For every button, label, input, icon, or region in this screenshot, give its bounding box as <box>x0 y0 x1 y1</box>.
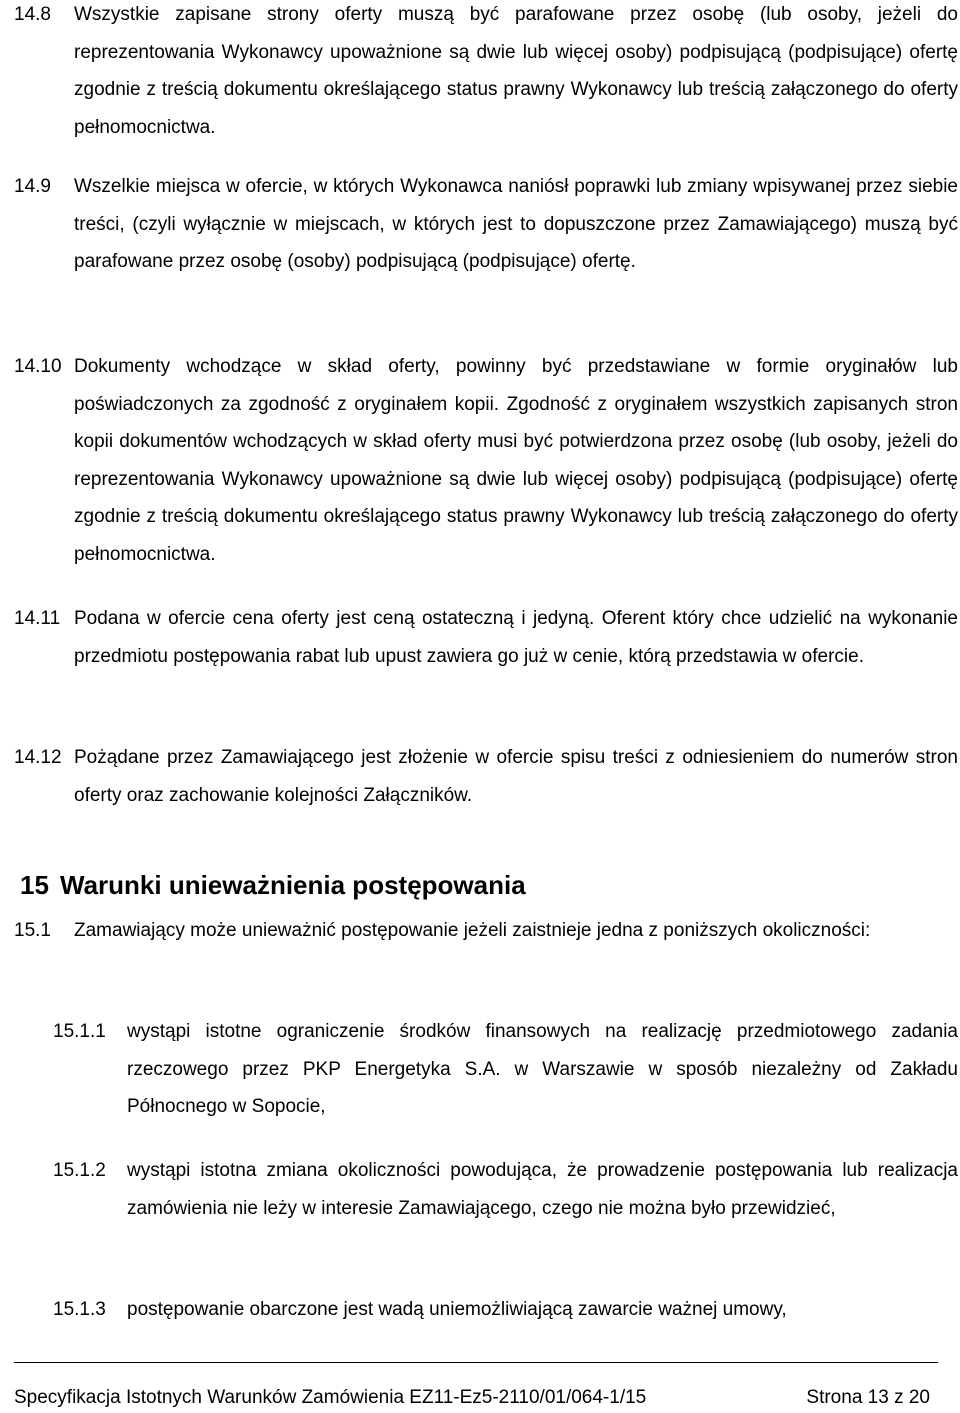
footer-divider <box>14 1362 938 1363</box>
paragraph-number: 14.10 <box>14 356 62 377</box>
paragraph-text: Dokumenty wchodzące w skład oferty, powinny być przedstawiane w formie oryginałów lub poświadczonych za zgodność z oryginałem kopii. Zgodność z oryginałem wszystkich zapisanych stron kopii dokumentów wchodzących w skład oferty musi być potwierdzona przez osobę (lub osoby, jeżeli do reprezentowania Wykonawcy upoważnione są dwie lub więcej osoby) podpisującą (podpisujące) ofertę zgodnie z treścią dokumentu określającego status prawny Wykonawcy lub treścią załączonego do oferty pełnomocnictwa. <box>74 356 958 565</box>
paragraph-text: Zamawiający może unieważnić postępowanie jeżeli zaistnieje jedna z poniższych okoliczności: <box>74 920 871 941</box>
subparagraph-15-1-2 <box>53 1152 958 1227</box>
paragraph-14-9 <box>14 168 958 281</box>
paragraph-text: Podana w ofercie cena oferty jest ceną ostateczną i jedyną. Oferent który chce udzielić na wykonanie przedmiotu postępowania rabat lub upust zawiera go już w cenie, którą przedstawia w ofercie. <box>74 608 958 667</box>
paragraph-number: 14.12 <box>14 747 62 768</box>
paragraph-text: Wszystkie zapisane strony oferty muszą być parafowane przez osobę (lub osoby, jeżeli do reprezentowania Wykonawcy upoważnione są dwie lub więcej osoby) podpisującą (podpisujące) ofertę zgodnie z treścią dokumentu określającego status prawny Wykonawcy lub treścią załączonego do oferty pełnomocnictwa. <box>74 4 958 138</box>
footer-document-title: Specyfikacja Istotnych Warunków Zamówienia EZ11-Ez5-2110/01/064-1/15 <box>14 1387 647 1408</box>
paragraph-14-12 <box>14 739 958 814</box>
paragraph-14-11 <box>14 600 958 675</box>
subparagraph-15-1-3 <box>53 1291 958 1329</box>
paragraph-text: Pożądane przez Zamawiającego jest złożenie w ofercie spisu treści z odniesieniem do numerów stron oferty oraz zachowanie kolejności Załączników. <box>74 747 958 806</box>
subparagraph-number: 15.1.2 <box>53 1160 106 1181</box>
subparagraph-text: postępowanie obarczone jest wadą uniemożliwiającą zawarcie ważnej umowy, <box>127 1299 787 1320</box>
paragraph-text: Wszelkie miejsca w ofercie, w których Wykonawca naniósł poprawki lub zmiany wpisywanej przez siebie treści, (czyli wyłącznie w miejscach, w których jest to dopuszczone przez Zamawiającego) muszą być parafowane przez osobę (osoby) podpisującą (podpisujące) ofertę. <box>74 176 958 272</box>
paragraph-14-10 <box>14 348 958 573</box>
section-title: Warunki unieważnienia postępowania <box>60 870 526 900</box>
subparagraph-text: wystąpi istotna zmiana okoliczności powodująca, że prowadzenie postępowania lub realizacja zamówienia nie leży w interesie Zamawiającego, czego nie można było przewidzieć, <box>127 1160 958 1219</box>
footer-page-number: Strona 13 z 20 <box>806 1387 930 1408</box>
subparagraph-15-1-1 <box>53 1013 958 1126</box>
section-heading <box>20 866 526 904</box>
paragraph-14-8 <box>14 0 958 146</box>
section-number: 15 <box>20 870 49 900</box>
subparagraph-number: 15.1.3 <box>53 1299 106 1320</box>
paragraph-number: 14.11 <box>14 608 61 629</box>
paragraph-number: 15.1 <box>14 920 51 941</box>
subparagraph-text: wystąpi istotne ograniczenie środków finansowych na realizację przedmiotowego zadania rzeczowego przez PKP Energetyka S.A. w Warszawie w sposób niezależny od Zakładu Północnego w Sopocie, <box>127 1021 958 1117</box>
paragraph-15-1 <box>14 912 958 950</box>
paragraph-number: 14.8 <box>14 4 51 25</box>
subparagraph-number: 15.1.1 <box>53 1021 106 1042</box>
paragraph-number: 14.9 <box>14 176 51 197</box>
